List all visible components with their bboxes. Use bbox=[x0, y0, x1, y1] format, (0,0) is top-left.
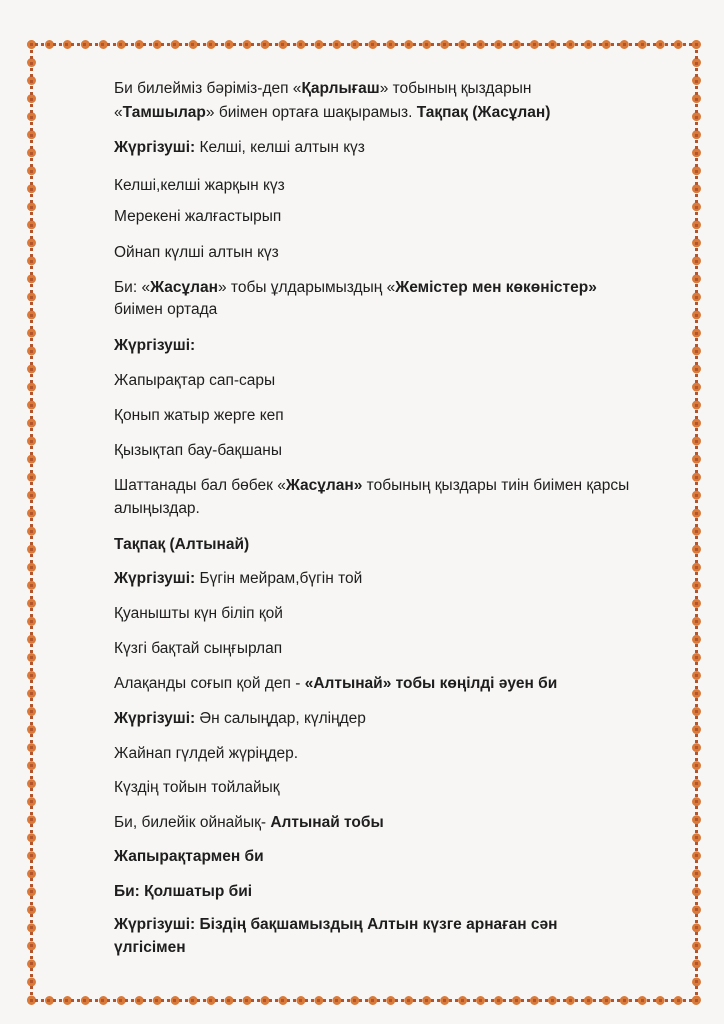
text-line bbox=[114, 603, 689, 625]
bold-text: Тақпақ (Алтынай) bbox=[114, 536, 250, 553]
text-line bbox=[114, 440, 689, 462]
text-line bbox=[114, 673, 689, 695]
text-run: Ойнап күлші алтын күз bbox=[114, 244, 279, 261]
text-line bbox=[114, 475, 689, 497]
text-run: алыңыздар. bbox=[114, 500, 200, 517]
bold-text: Жүргізуші: bbox=[114, 337, 196, 354]
bold-text: «Алтынай» тобы көңілді әуен би bbox=[304, 675, 558, 692]
text-line bbox=[114, 137, 689, 159]
bold-text: Тамшылар bbox=[122, 104, 206, 121]
text-run: Шаттанады бал бөбек « bbox=[114, 477, 286, 494]
text-line bbox=[114, 277, 689, 299]
text-run: Қызықтап бау-бақшаны bbox=[114, 442, 283, 459]
text-run: Ән салыңдар, күліңдер bbox=[195, 710, 366, 727]
text-run: Би билейміз бәріміз-деп « bbox=[114, 80, 302, 97]
text-line bbox=[114, 175, 689, 197]
text-line bbox=[114, 846, 689, 868]
text-run: Бүгін мейрам,бүгін той bbox=[195, 570, 363, 587]
text-run: Күздің тойын тойлайық bbox=[114, 779, 280, 796]
text-run: биімен ортада bbox=[114, 301, 218, 318]
text-line bbox=[114, 498, 689, 520]
text-line bbox=[114, 568, 689, 590]
text-run: Би, билейік ойнайық- bbox=[114, 814, 271, 831]
bold-text: Жемістер мен көкөністер» bbox=[395, 279, 597, 296]
bold-text: үлгісімен bbox=[114, 939, 186, 956]
bold-text: Жасұлан bbox=[150, 279, 218, 296]
text-line bbox=[114, 881, 689, 903]
text-line bbox=[114, 708, 689, 730]
bold-text: Жүргізуші: bbox=[114, 570, 196, 587]
text-line bbox=[114, 299, 689, 321]
text-line bbox=[114, 78, 689, 100]
text-run: Мерекені жалғастырып bbox=[114, 208, 282, 225]
bold-text: Алтынай тобы bbox=[270, 814, 384, 831]
text-line bbox=[114, 335, 689, 357]
text-line bbox=[114, 534, 689, 556]
bold-text: Жүргізуші: bbox=[114, 710, 196, 727]
bold-text: Жасұлан» bbox=[285, 477, 363, 494]
text-run: Жайнап гүлдей жүріңдер. bbox=[114, 745, 299, 762]
text-line bbox=[114, 405, 689, 427]
text-line bbox=[114, 914, 689, 936]
text-line bbox=[114, 638, 689, 660]
text-line bbox=[114, 370, 689, 392]
bold-text: Жүргізуші: bbox=[114, 139, 196, 156]
bold-text: Қарлығаш bbox=[301, 80, 380, 97]
text-run: Қонып жатыр жерге кеп bbox=[114, 407, 284, 424]
text-run: Қуанышты күн біліп қой bbox=[114, 605, 283, 622]
text-run: » тобы ұлдарымыздың « bbox=[217, 279, 396, 296]
text-run: Келші,келші жарқын күз bbox=[114, 177, 285, 194]
bold-text: Тақпақ (Жасұлан) bbox=[416, 104, 551, 121]
text-run: Би: « bbox=[114, 279, 151, 296]
bold-text: Жүргізуші: Біздің бақшамыздың Алтын күзге арнаған сән bbox=[114, 916, 558, 933]
text-run: » тобының қыздарын bbox=[379, 80, 532, 97]
text-line bbox=[114, 206, 689, 228]
text-run: Күзгі бақтай сыңғырлап bbox=[114, 640, 283, 657]
text-run: тобының қыздары тиін биімен қарсы bbox=[362, 477, 630, 494]
text-line bbox=[114, 102, 689, 124]
text-line bbox=[114, 812, 689, 834]
text-run: Алақанды соғып қой деп - bbox=[114, 675, 305, 692]
text-line bbox=[114, 242, 689, 264]
bold-text: Би: Қолшатыр биі bbox=[114, 883, 253, 900]
text-run: « bbox=[114, 104, 123, 121]
text-run: Келші, келші алтын күз bbox=[195, 139, 365, 156]
text-line bbox=[114, 743, 689, 765]
text-line bbox=[114, 937, 689, 959]
text-run: » биімен ортаға шақырамыз. bbox=[205, 104, 417, 121]
text-run: Жапырақтар сап-сары bbox=[114, 372, 276, 389]
text-line bbox=[114, 777, 689, 799]
bold-text: Жапырақтармен би bbox=[114, 848, 264, 865]
